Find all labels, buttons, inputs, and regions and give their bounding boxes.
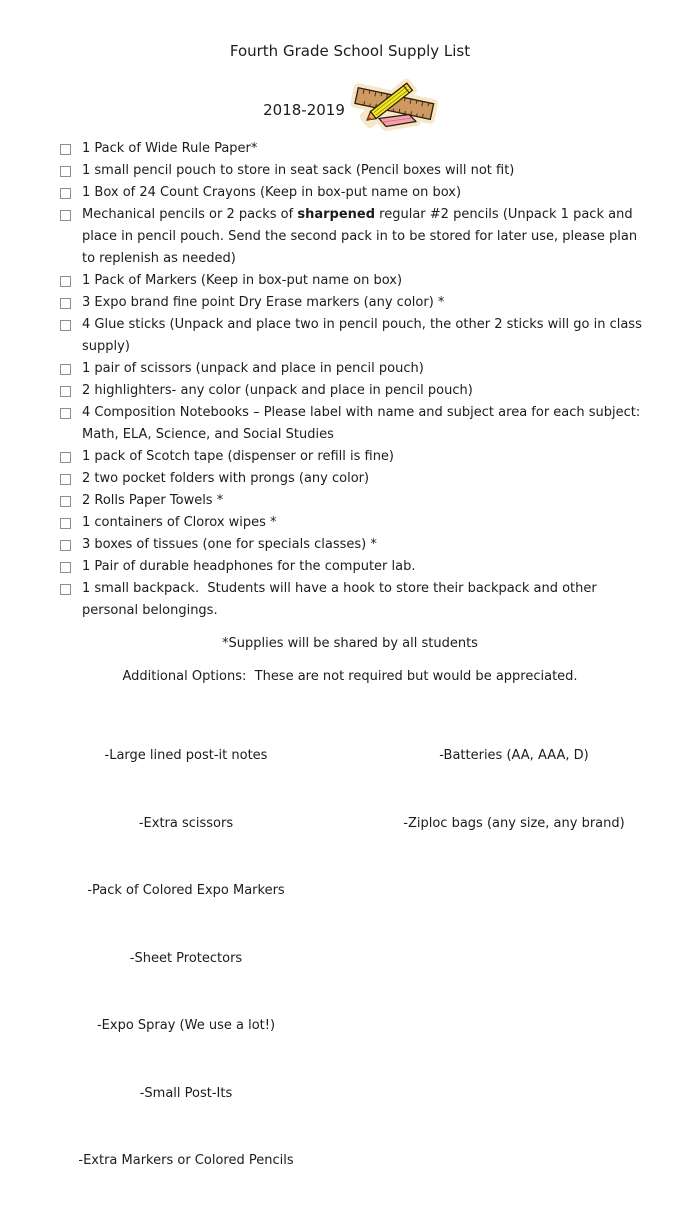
- list-item-text: 2 highlighters- any color (unpack and place in pencil pouch): [82, 383, 473, 398]
- ruler-pencil-eraser-clipart: [353, 74, 437, 130]
- checkbox-icon: [60, 408, 71, 419]
- checkbox-icon: [60, 166, 71, 177]
- list-item: [60, 534, 650, 556]
- checkbox-icon: [60, 298, 71, 309]
- list-item: [60, 556, 650, 578]
- list-item: [60, 314, 650, 358]
- list-item: [60, 204, 650, 270]
- checkbox-icon: [60, 518, 71, 529]
- option-item: -Small Post-Its: [139, 1085, 233, 1101]
- list-item-text: 1 Pack of Wide Rule Paper*: [82, 141, 258, 156]
- list-item-text: 4 Glue sticks (Unpack and place two in pencil pouch, the other 2 sticks will go in class supply): [82, 317, 646, 354]
- list-item-text: 1 pack of Scotch tape (dispenser or refill is fine): [82, 449, 394, 464]
- list-item: [60, 380, 650, 402]
- option-item: -Large lined post-it notes: [104, 748, 268, 763]
- list-item-text: 2 two pocket folders with prongs (any color): [82, 471, 370, 486]
- option-item: -Pack of Colored Expo Markers: [87, 883, 285, 898]
- list-item-text: 1 Pair of durable headphones for the computer lab.: [82, 559, 416, 574]
- option-item: -Sheet Protectors: [129, 950, 243, 966]
- list-item: [60, 468, 650, 490]
- checkbox-icon: [60, 386, 71, 397]
- list-item-text: 1 Box of 24 Count Crayons (Keep in box-put name on box): [82, 185, 462, 200]
- list-item: [60, 402, 650, 446]
- list-item-text: 2 Rolls Paper Towels *: [82, 493, 224, 508]
- school-year-text: 2018-2019: [263, 101, 345, 119]
- list-item: [60, 270, 650, 292]
- school-year-row: [0, 74, 700, 130]
- shared-supplies-note: *Supplies will be shared by all students: [222, 636, 478, 651]
- list-item-text: 3 boxes of tissues (one for specials classes) *: [82, 537, 377, 552]
- checkbox-icon: [60, 584, 71, 595]
- additional-options-right-column: [388, 700, 640, 1218]
- supply-list: [0, 138, 700, 622]
- option-item: -Expo Spray (We use a lot!): [96, 1018, 276, 1033]
- list-item-text: 3 Expo brand fine point Dry Erase markers (any color) *: [82, 295, 445, 310]
- list-item-text: 1 Pack of Markers (Keep in box-put name on box): [82, 273, 403, 288]
- list-item: [60, 578, 650, 622]
- option-item: -Extra scissors: [138, 815, 234, 831]
- additional-options-left-column: [60, 700, 312, 1218]
- list-item-text: 1 small backpack. Students will have a hook to store their backpack and other personal belongings.: [82, 581, 601, 618]
- checkbox-icon: [60, 210, 71, 221]
- checkbox-icon: [60, 364, 71, 375]
- option-item: -Ziploc bags (any size, any brand): [403, 815, 625, 831]
- checkbox-icon: [60, 320, 71, 331]
- list-item: [60, 182, 650, 204]
- checkbox-icon: [60, 562, 71, 573]
- checkbox-icon: [60, 188, 71, 199]
- checkbox-icon: [60, 540, 71, 551]
- list-item-text: Mechanical pencils or 2 packs of sharpened regular #2 pencils (Unpack 1 pack and place in pencil pouch. Send the second pack in to be stored for later use, please plan to replenish as needed): [82, 207, 642, 266]
- list-item-text: 1 small pencil pouch to store in seat sack (Pencil boxes will not fit): [82, 163, 515, 178]
- additional-options: [0, 700, 700, 1218]
- list-item-text: 1 containers of Clorox wipes *: [82, 515, 277, 530]
- list-item: [60, 358, 650, 380]
- checkbox-icon: [60, 452, 71, 463]
- list-item: [60, 446, 650, 468]
- checkbox-icon: [60, 144, 71, 155]
- list-item-text: 4 Composition Notebooks – Please label with name and subject area for each subject: Math, ELA, Science, and Social Studies: [82, 405, 645, 442]
- list-item: [60, 490, 650, 512]
- checkbox-icon: [60, 474, 71, 485]
- list-item: [60, 292, 650, 314]
- list-item-text: 1 pair of scissors (unpack and place in pencil pouch): [82, 361, 424, 376]
- option-item: -Extra Markers or Colored Pencils: [78, 1153, 294, 1168]
- checkbox-icon: [60, 496, 71, 507]
- page-title: Fourth Grade School Supply List: [229, 42, 471, 60]
- list-item: [60, 512, 650, 534]
- additional-options-heading: Additional Options: These are not required but would be appreciated.: [122, 669, 578, 684]
- option-item: -Batteries (AA, AAA, D): [439, 748, 589, 763]
- list-item: [60, 160, 650, 182]
- checkbox-icon: [60, 276, 71, 287]
- list-item: [60, 138, 650, 160]
